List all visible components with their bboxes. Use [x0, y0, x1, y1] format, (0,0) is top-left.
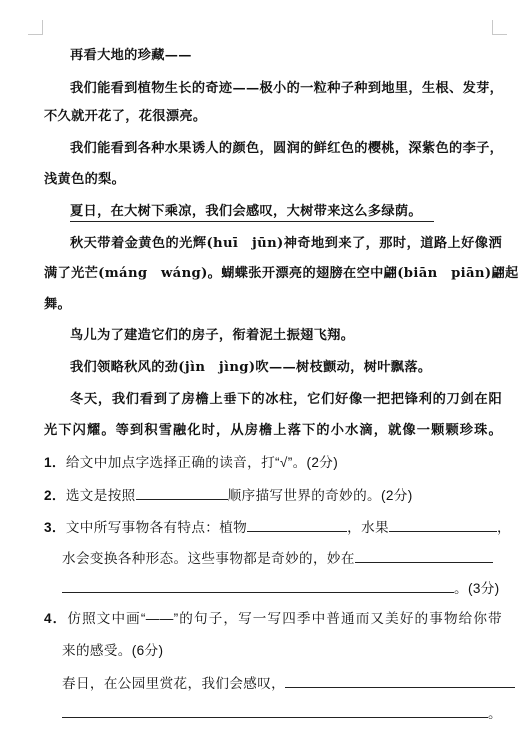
question-number: 4． [44, 611, 68, 626]
answer-blank[interactable] [62, 578, 454, 593]
answer-blank[interactable] [62, 703, 488, 718]
passage-paragraph-7-line-1: 冬天，我们看到了房檐上垂下的冰柱，它们好像一把把锋利的刀剑在阳 [70, 392, 502, 407]
answer-blank[interactable] [285, 673, 515, 688]
question-4-line-4 [62, 703, 502, 723]
question-2 [44, 485, 502, 505]
answer-blank[interactable] [355, 548, 493, 563]
question-number: 1． [44, 455, 66, 470]
question-text-pre: 选文是按照 [65, 488, 136, 503]
passage-paragraph-5: 鸟儿为了建造它们的房子，衔着泥土振翅飞翔。 [70, 328, 355, 343]
passage-paragraph-1-line-2: 不久就开花了，花很漂亮。 [44, 109, 207, 124]
question-4-line-1 [44, 610, 502, 628]
question-text-mid: ，水果 [347, 520, 389, 535]
passage-intro: 再看大地的珍藏—— [70, 48, 192, 63]
question-1 [44, 454, 502, 472]
question-3-line-2 [62, 548, 502, 568]
answer-blank[interactable] [136, 485, 228, 500]
question-3-line-3 [62, 578, 502, 598]
question-number: 2． [44, 488, 66, 503]
question-4-line-3 [62, 673, 502, 693]
sentence-underline [70, 221, 434, 222]
question-text: 水会变换各种形态。这些事物都是奇妙的，妙在 [62, 551, 355, 566]
passage-paragraph-2-line-1: 我们能看到各种水果诱人的颜色，圆润的鲜红色的樱桃，深紫色的李子， [70, 141, 504, 156]
page-corner-mark [492, 20, 507, 35]
answer-blank-plant[interactable] [247, 517, 347, 532]
question-text: 给文中加点字选择正确的读音，打“√”。(2分) [65, 455, 339, 470]
passage-paragraph-7-line-2: 光下闪耀。等到积雪融化时，从房檐上落下的小水滴，就像一颗颗珍珠。 [44, 423, 502, 438]
passage-paragraph-4-line-1: 秋天带着金黄色的光辉(huī jūn)神奇地到来了，那时，道路上好像洒 [70, 236, 502, 251]
passage-paragraph-4-line-2: 满了光芒(máng wáng)。蝴蝶张开漂亮的翅膀在空中翩(biān piān)翩起 [44, 266, 519, 281]
passage-paragraph-2-line-2: 浅黄色的梨。 [44, 172, 126, 187]
question-text-end: ， [496, 520, 511, 535]
question-text-end: 。(3分) [454, 581, 500, 596]
passage-paragraph-6: 我们领略秋风的劲(jìn jìng)吹——树枝颤动，树叶飘落。 [70, 360, 432, 375]
answer-prefix: 春日，在公园里赏花，我们会感叹， [62, 676, 286, 691]
passage-paragraph-3-underlined: 夏日，在大树下乘凉，我们会感叹，大树带来这么多绿荫。 [70, 204, 422, 219]
question-number: 3． [44, 520, 66, 535]
question-text: 仿照文中画“——”的句子，写一写四季中普通而又美好的事物给你带 [67, 611, 502, 626]
question-3-line-1 [44, 517, 511, 537]
question-text-end: 。 [488, 706, 502, 721]
answer-blank-fruit[interactable] [389, 517, 497, 532]
passage-paragraph-4-line-3: 舞。 [44, 297, 72, 312]
page-corner-mark [28, 20, 43, 35]
question-text-pre: 文中所写事物各有特点：植物 [65, 520, 248, 535]
question-4-line-2: 来的感受。(6分) [62, 643, 164, 658]
question-text-post: 顺序描写世界的奇妙的。(2分) [227, 488, 413, 503]
passage-paragraph-1-line-1: 我们能看到植物生长的奇迹——极小的一粒种子种到地里，生根、发芽， [70, 81, 504, 96]
